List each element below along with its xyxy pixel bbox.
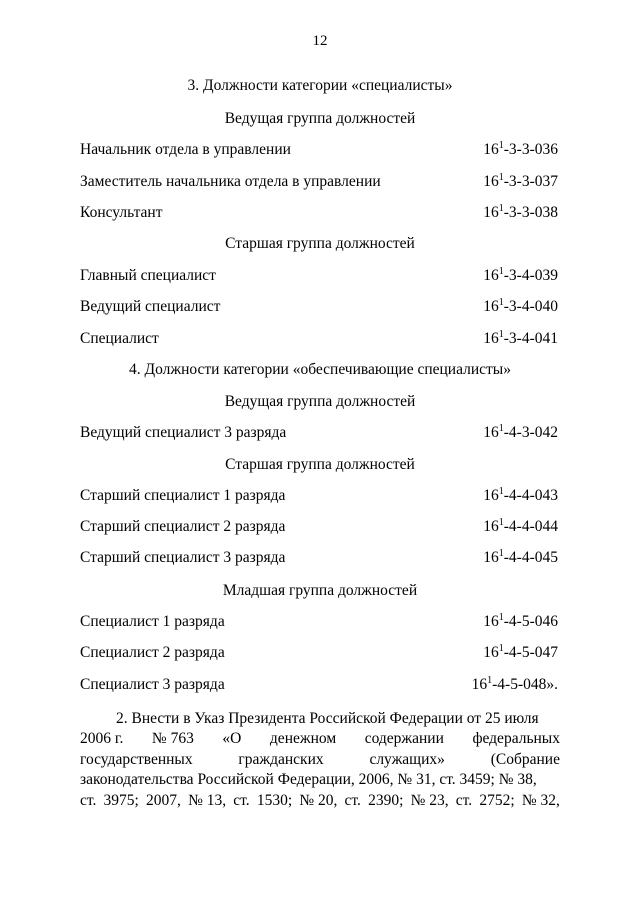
position-title: Старший специалист 2 разряда — [80, 518, 286, 535]
section-4-heading: 4. Должности категории «обеспечивающие специалисты» — [129, 361, 511, 378]
s4-lead-group-heading: Ведущая группа должностей — [224, 393, 416, 410]
paragraph-word: 2006 г. — [80, 730, 124, 748]
paragraph-2 — [80, 709, 560, 811]
position-title: Специалист 3 разряда — [80, 676, 225, 693]
position-code — [483, 267, 558, 285]
code-superscript: 1 — [498, 297, 504, 308]
position-code — [483, 487, 558, 505]
position-title: Специалист 1 разряда — [80, 613, 225, 630]
paragraph-word: № 32, — [521, 791, 560, 809]
code-rest: -3-4-040 — [503, 298, 558, 315]
paragraph-word: № 23, — [410, 791, 449, 809]
paragraph-line — [80, 709, 560, 729]
position-code — [483, 204, 558, 222]
code-base: 16 — [483, 267, 499, 284]
code-superscript: 1 — [498, 140, 504, 151]
code-base: 16 — [471, 676, 488, 693]
paragraph-word: денежном — [269, 730, 337, 748]
code-superscript: 1 — [498, 203, 504, 214]
position-title: Специалист 2 разряда — [80, 644, 225, 661]
paragraph-word: гражданских — [238, 750, 324, 768]
paragraph-word: (Собрание — [490, 750, 560, 768]
code-base: 16 — [483, 518, 499, 535]
code-rest: -3-3-038 — [503, 204, 558, 221]
position-code — [483, 549, 558, 567]
position-code — [483, 298, 558, 316]
position-title: Старший специалист 3 разряда — [80, 549, 286, 566]
code-rest: -4-5-048». — [492, 676, 558, 693]
code-base: 16 — [483, 141, 499, 158]
position-row — [80, 424, 558, 444]
position-row — [80, 644, 558, 664]
position-row — [80, 487, 558, 507]
position-code — [483, 518, 558, 536]
code-rest: -3-4-041 — [503, 330, 558, 347]
code-base: 16 — [483, 487, 499, 504]
position-code — [483, 424, 558, 442]
code-rest: -4-4-043 — [503, 487, 558, 504]
paragraph-word: 1530; — [256, 791, 293, 809]
position-title: Специалист — [80, 330, 159, 347]
code-rest: -4-3-042 — [503, 424, 558, 441]
code-rest: -4-5-046 — [503, 613, 558, 630]
position-row — [80, 141, 558, 161]
code-superscript: 1 — [487, 675, 493, 686]
code-superscript: 1 — [498, 423, 504, 434]
paragraph-word: № 763 — [151, 730, 194, 748]
position-title: Ведущий специалист 3 разряда — [80, 424, 287, 441]
code-base: 16 — [483, 204, 499, 221]
paragraph-line — [80, 791, 560, 811]
position-code — [472, 676, 558, 694]
paragraph-word: 2752; — [479, 791, 515, 809]
position-code — [483, 141, 558, 159]
code-base: 16 — [483, 613, 499, 630]
paragraph-line — [80, 750, 560, 770]
paragraph-word: федеральных — [472, 730, 560, 748]
code-superscript: 1 — [498, 172, 504, 183]
paragraph-word: государственных — [80, 750, 193, 768]
position-code — [483, 330, 558, 348]
position-title: Консультант — [80, 204, 163, 221]
position-title: Начальник отдела в управлении — [80, 141, 291, 158]
code-rest: -4-4-044 — [503, 518, 558, 535]
position-code — [483, 613, 558, 631]
position-row — [80, 549, 558, 569]
paragraph-word: 2. Внести в Указ Президента Российской Федерации от 25 июля — [116, 710, 539, 727]
paragraph-word: № 20, — [299, 791, 338, 809]
section-3-heading: 3. Должности категории «специалисты» — [187, 77, 453, 94]
code-rest: -3-4-039 — [503, 267, 558, 284]
code-superscript: 1 — [498, 548, 504, 559]
position-title: Старший специалист 1 разряда — [80, 487, 286, 504]
position-code — [483, 644, 558, 662]
paragraph-word: ст. — [344, 791, 361, 809]
s4-junior-group-heading: Младшая группа должностей — [222, 582, 418, 599]
paragraph-word: служащих» — [369, 750, 445, 768]
paragraph-line — [80, 729, 560, 749]
paragraph-line — [80, 770, 560, 790]
code-superscript: 1 — [498, 643, 504, 654]
code-rest: -4-5-047 — [503, 644, 558, 661]
position-title: Заместитель начальника отдела в управлении — [80, 173, 381, 190]
position-row — [80, 330, 558, 350]
position-row — [80, 613, 558, 633]
s3-lead-group-heading: Ведущая группа должностей — [224, 110, 416, 127]
paragraph-word: 2390; — [368, 791, 404, 809]
paragraph-word: ст. — [80, 791, 97, 809]
position-row — [80, 676, 558, 696]
code-superscript: 1 — [498, 486, 504, 497]
position-row — [80, 173, 558, 193]
position-title: Ведущий специалист — [80, 298, 221, 315]
position-row — [80, 298, 558, 318]
code-superscript: 1 — [498, 517, 504, 528]
position-row — [80, 518, 558, 538]
page-number: 12 — [312, 33, 328, 49]
code-base: 16 — [483, 173, 499, 190]
code-base: 16 — [483, 298, 499, 315]
position-row — [80, 267, 558, 287]
paragraph-word: содержании — [364, 730, 444, 748]
code-superscript: 1 — [498, 329, 504, 340]
code-base: 16 — [483, 330, 499, 347]
paragraph-word: № 13, — [188, 791, 227, 809]
code-superscript: 1 — [498, 266, 504, 277]
position-row — [80, 204, 558, 224]
s3-senior-group-heading: Старшая группа должностей — [225, 235, 415, 252]
code-base: 16 — [483, 644, 499, 661]
paragraph-word: ст. — [455, 791, 473, 809]
position-title: Главный специалист — [80, 267, 216, 284]
code-rest: -3-3-037 — [503, 173, 558, 190]
code-base: 16 — [483, 549, 499, 566]
paragraph-word: 2007, — [146, 791, 181, 809]
position-code — [483, 173, 558, 191]
s4-senior-group-heading: Старшая группа должностей — [225, 456, 415, 473]
code-superscript: 1 — [498, 612, 504, 623]
paragraph-word: 3975; — [103, 791, 139, 809]
paragraph-word: «О — [222, 730, 242, 748]
paragraph-word: ст. — [233, 791, 250, 809]
code-rest: -3-3-036 — [503, 141, 558, 158]
code-rest: -4-4-045 — [503, 549, 558, 566]
paragraph-word: законодательства Российской Федерации, 2006, № 31, ст. 3459; № 38, — [80, 771, 537, 789]
code-base: 16 — [483, 424, 499, 441]
